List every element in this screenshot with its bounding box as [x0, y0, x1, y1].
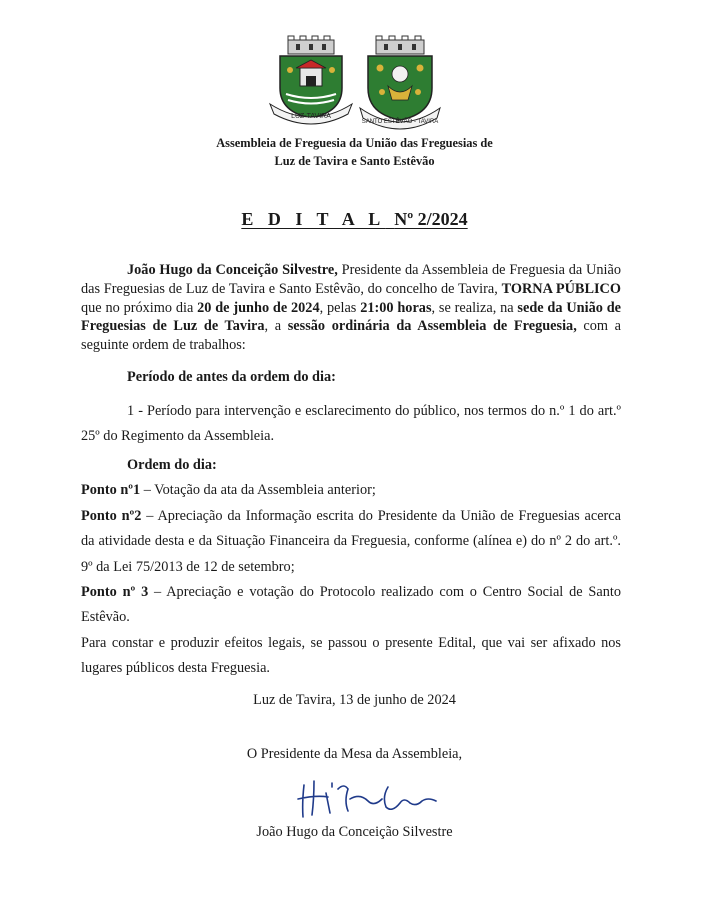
session-type: sessão ordinária da Assembleia de Freguesia, [287, 318, 577, 335]
place-date: Luz de Tavira, 13 de junho de 2024 [253, 692, 456, 708]
agenda-point-3: Ponto nº 3 – Apreciação e votação do Protocolo realizado com o Centro Social de Santo Estêvão. [81, 584, 621, 626]
president-name: João Hugo da Conceição Silvestre, [127, 262, 338, 278]
agenda-point-1: Ponto nº1 – Votação da ata da Assembleia anterior; [81, 482, 376, 499]
title-word: E D I T A L [241, 209, 386, 229]
signer-role: O Presidente da Mesa da Assembleia, [246, 746, 463, 762]
before-agenda-heading: Período de antes da ordem do dia: [127, 369, 336, 385]
document-title [0, 209, 709, 230]
assembly-heading-line2: Luz de Tavira e Santo Estêvão [274, 154, 435, 168]
luz-tavira-coat-of-arms-icon [266, 34, 356, 130]
session-place: sede da União de Freguesias de Luz de Tavira [81, 299, 621, 335]
torna-publico: TORNA PÚBLICO [501, 280, 622, 297]
session-time: 21:00 horas [360, 299, 432, 316]
session-date: 20 de junho de 2024 [197, 299, 320, 316]
closing-paragraph: Para constar e produzir efeitos legais, se passou o presente Edital, que vai ser afixado nos lugares públicos desta Freguesia. [81, 634, 621, 677]
assembly-heading-line1: Assembleia de Freguesia da União das Freguesias de [216, 136, 493, 150]
agenda-section [81, 453, 621, 682]
signer-name: João Hugo da Conceição Silvestre [256, 824, 453, 840]
handwritten-signature [292, 773, 452, 823]
title-number: Nº 2/2024 [394, 209, 468, 229]
assembly-heading [0, 134, 709, 170]
santo-estevao-coat-of-arms-icon [358, 34, 442, 134]
svg-text:SANTO ESTÊVÃO - TAVIRA: SANTO ESTÊVÃO - TAVIRA [361, 119, 439, 125]
before-agenda-item: 1 - Período para intervenção e esclarecimento do público, nos termos do n.º 1 do art.º 25º do Regimento da Assembleia. [81, 403, 621, 445]
intro-paragraph: João Hugo da Conceição Silvestre, Presidente da Assembleia de Freguesia da União das Freguesias de Luz de Tavira e Santo Estêvão, do concelho de Tavira, TORNA PÚBLICO que no próximo dia 20 de junho de 2024, pelas 21:00 horas, se realiza, na sede da União de Freguesias de Luz de Tavira, a sessão ordinária da Assembleia de Freguesia, com a seguinte ordem de trabalhos: [81, 262, 622, 354]
agenda-point-2: Ponto nº2 – Apreciação da Informação escrita do Presidente da União de Freguesias acerca da atividade desta e da Situação Financeira da Freguesia, conforme (alínea e) do nº 2 do art.º. 9º da Lei 75/2013 de 12 de setembro; [81, 507, 621, 575]
agenda-heading: Ordem do dia: [127, 457, 217, 473]
coats-of-arms [0, 34, 709, 134]
svg-text:LUZ-TAVIRA: LUZ-TAVIRA [291, 113, 331, 120]
